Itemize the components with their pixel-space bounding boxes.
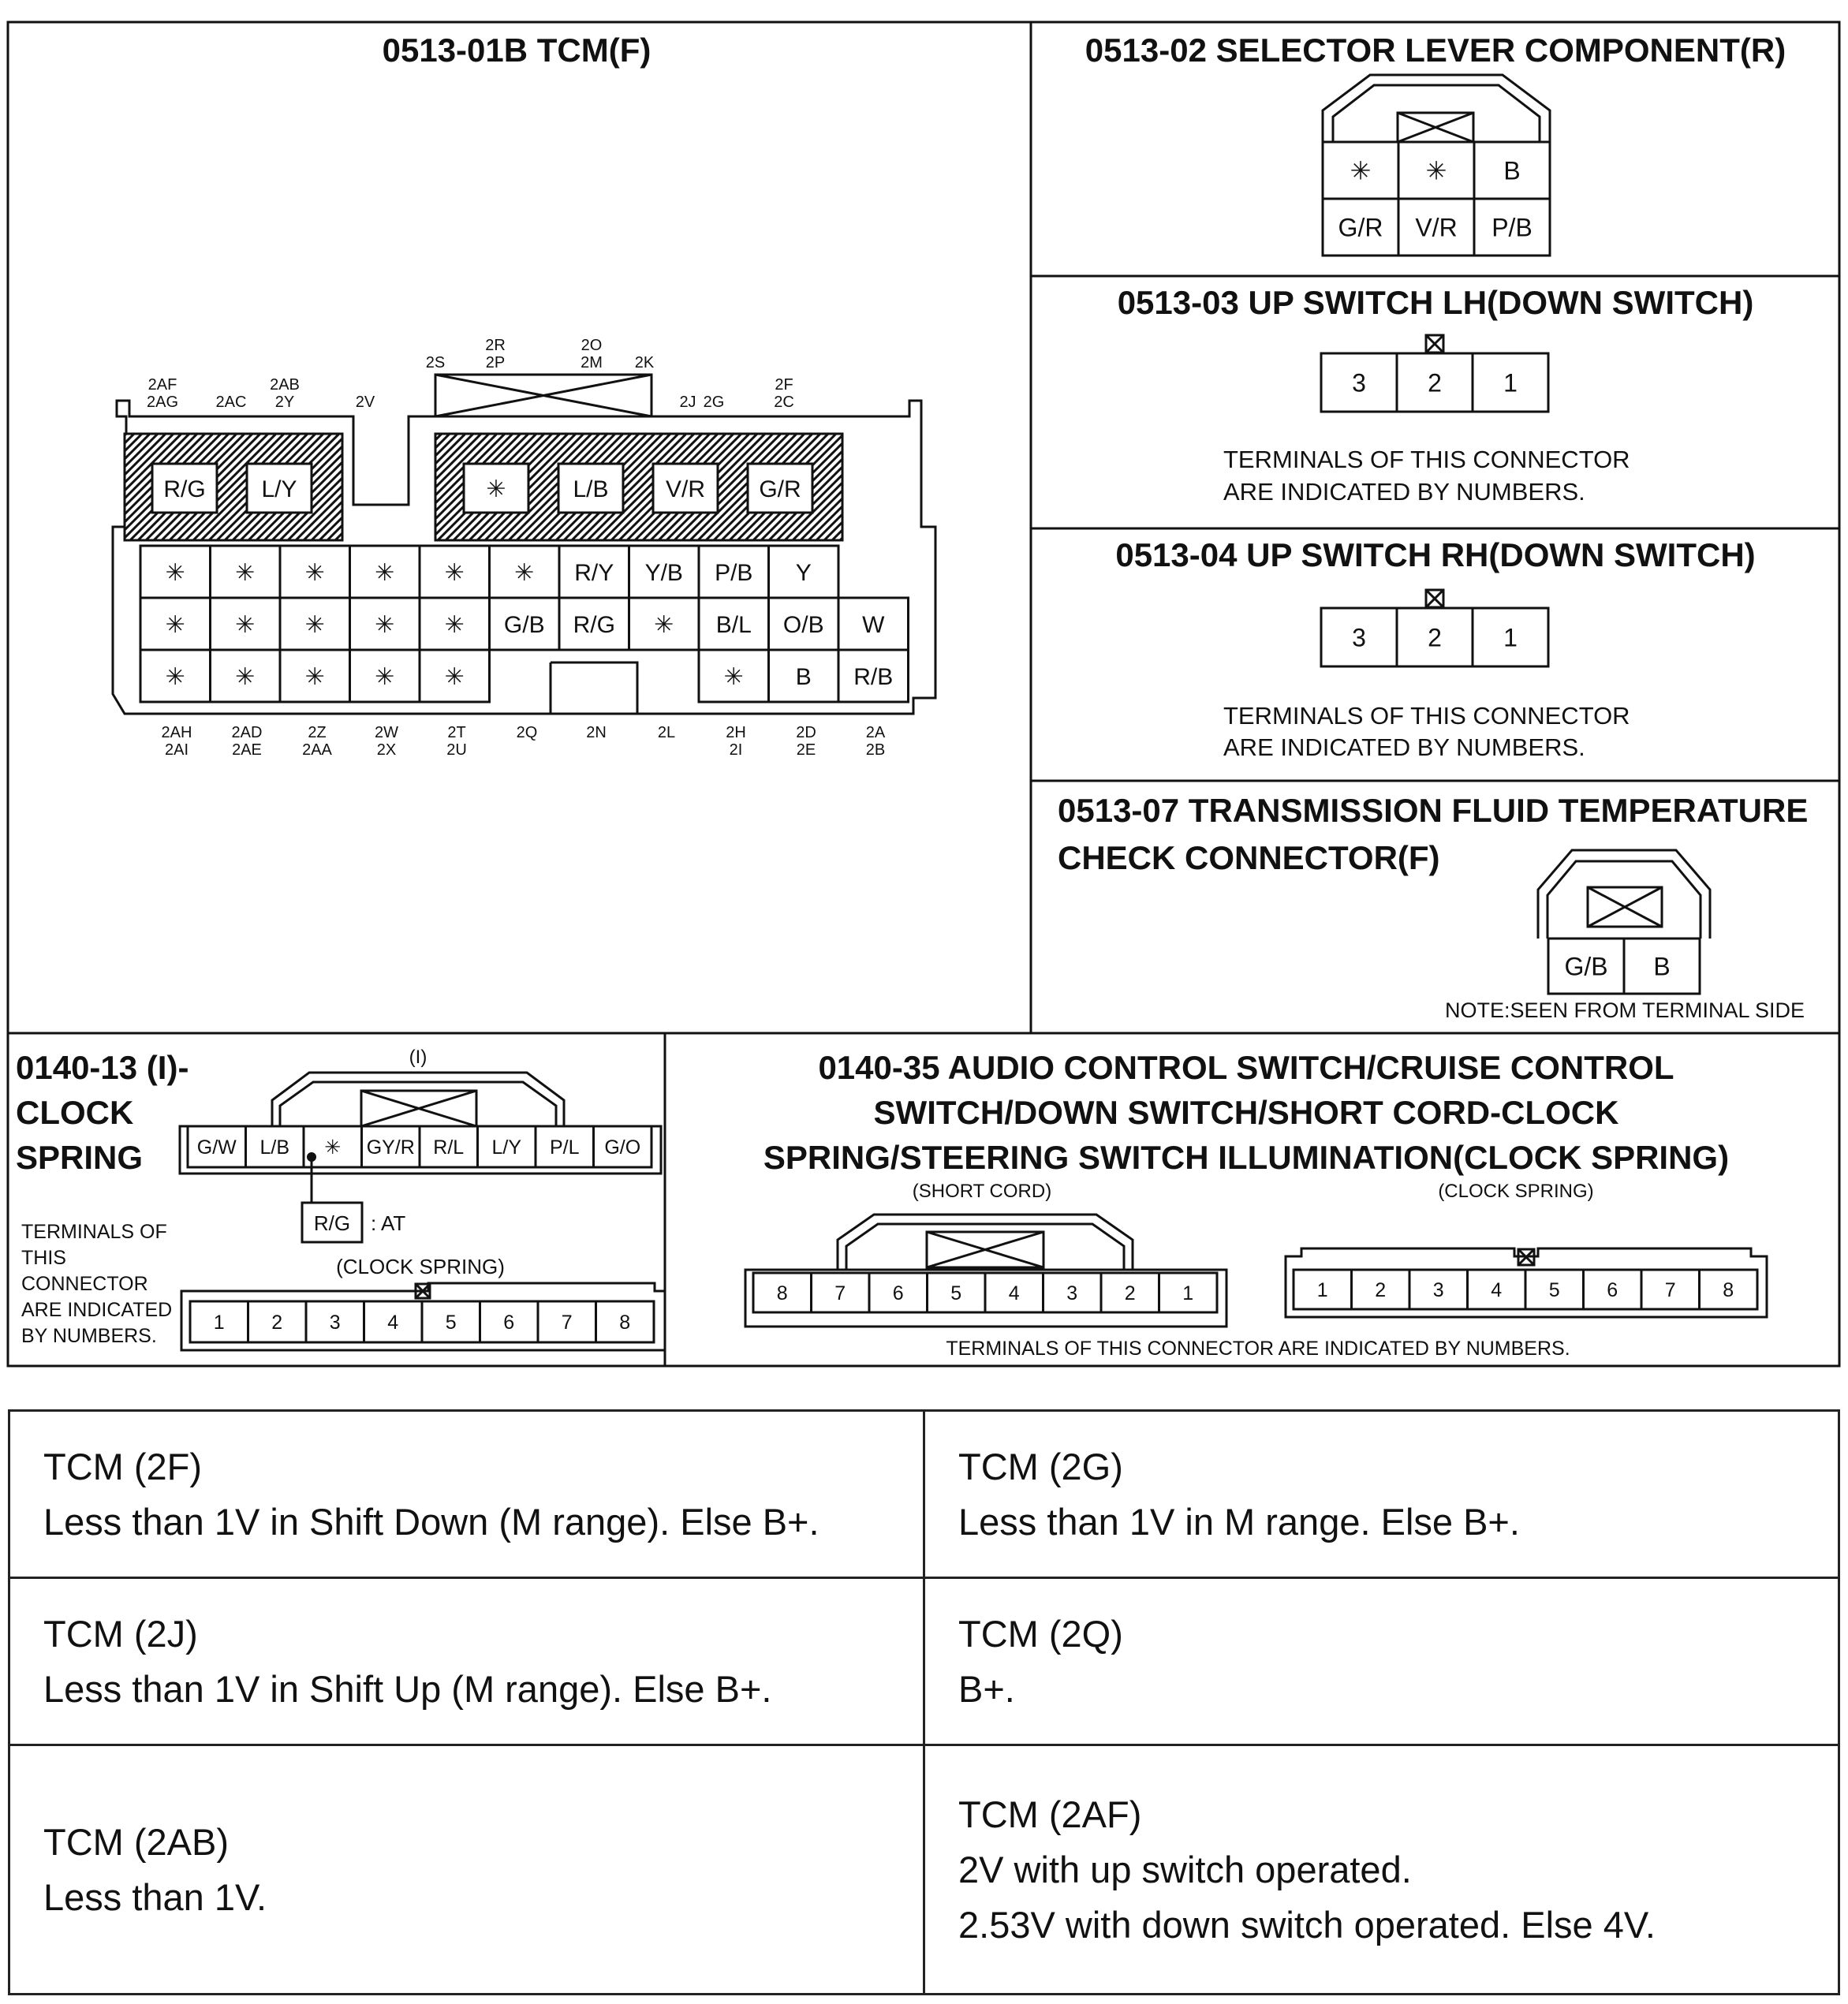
audio-cs-pin: 6 <box>1607 1279 1618 1301</box>
selector-title: 0513-02 SELECTOR LEVER COMPONENT(R) <box>1085 32 1786 69</box>
audio-title-line3: SPRING/STEERING SWITCH ILLUMINATION(CLOCK SPRING) <box>763 1139 1730 1176</box>
up-rh-note2: ARE INDICATED BY NUMBERS. <box>1223 733 1585 761</box>
clock-cs-pin: 7 <box>561 1312 573 1334</box>
tcm-hatched-pins <box>152 464 812 513</box>
tcm-pin: ✳ <box>304 559 325 586</box>
tcm-bottom-label: 2A <box>865 724 886 741</box>
clock-cs-label: (CLOCK SPRING) <box>336 1255 505 1278</box>
tcm-top-label: 2C <box>774 394 794 411</box>
clock-cs-pin: 4 <box>387 1312 399 1334</box>
selector-pin: P/B <box>1491 213 1533 242</box>
tcm-pin: G/B <box>503 611 545 638</box>
note-text: Less than 1V in Shift Down (M range). Else B+. <box>43 1500 819 1543</box>
clock-pin: P/L <box>549 1136 580 1159</box>
tcm-pin: O/B <box>782 611 824 638</box>
up-lh-note1: TERMINALS OF THIS CONNECTOR <box>1223 446 1630 473</box>
audio-short-pin: 2 <box>1124 1282 1136 1304</box>
tcm-top-label: 2G <box>703 394 725 411</box>
clock-pin: ✳ <box>324 1136 342 1159</box>
clock-terminals-note <box>21 1221 172 1347</box>
clock-pin: GY/R <box>366 1136 415 1159</box>
clock-pin: R/L <box>433 1136 465 1159</box>
tcm-pin: ✳ <box>375 559 395 586</box>
tcm-bottom-labels <box>162 724 886 759</box>
up-lh-pins <box>1321 353 1548 412</box>
up-lh-pin: 1 <box>1503 368 1518 397</box>
audio-cs-pin: 1 <box>1316 1279 1328 1301</box>
audio-cs-pin: 2 <box>1375 1279 1387 1301</box>
up-rh-pin: 2 <box>1428 623 1442 652</box>
tcm-bottom-label: 2W <box>375 724 398 741</box>
tcm-connector <box>113 32 935 759</box>
tcm-pin: R/Y <box>574 559 614 586</box>
note-text: B+. <box>958 1667 1015 1710</box>
note-cell <box>924 1578 1839 1745</box>
tcm-pin: ✳ <box>444 559 465 586</box>
tcm-hatched-pin: R/G <box>163 476 206 502</box>
tcm-bottom-label: 2I <box>729 741 743 759</box>
tcm-bottom-label: 2T <box>447 724 466 741</box>
clock-branch-note: : AT <box>371 1211 406 1235</box>
clock-cs-pin: 1 <box>213 1312 225 1334</box>
tcm-pin: ✳ <box>723 663 744 690</box>
audio-title-line2: SWITCH/DOWN SWITCH/SHORT CORD-CLOCK <box>873 1094 1619 1131</box>
fluid-temp-connector <box>1058 792 1808 1022</box>
up-rh-pin: 3 <box>1352 623 1366 652</box>
tcm-pin: P/B <box>715 559 753 586</box>
tcm-pin: ✳ <box>444 663 465 690</box>
up-rh-pin: 1 <box>1503 623 1518 652</box>
tcm-top-label: 2R <box>485 337 506 354</box>
tcm-bottom-label: 2AA <box>302 741 332 759</box>
tcm-pin: ✳ <box>165 611 185 638</box>
clock-title-line1: 0140-13 (I)- <box>16 1049 189 1086</box>
tcm-bottom-label: 2U <box>446 741 467 759</box>
tcm-hatched-pin: L/Y <box>261 476 297 502</box>
tcm-bottom-label: 2Q <box>516 724 538 741</box>
notes-row <box>9 1578 1839 1745</box>
tcm-pin: ✳ <box>165 559 185 586</box>
tcm-bottom-label: 2D <box>796 724 816 741</box>
fluid-pin: B <box>1653 952 1671 981</box>
selector-pin-grid <box>1323 142 1550 256</box>
tcm-hatched-pin: L/B <box>573 476 609 502</box>
clock-terminals-note-line: ARE INDICATED <box>21 1299 173 1321</box>
audio-cs-pin: 7 <box>1664 1279 1676 1301</box>
audio-cs-pin: 3 <box>1432 1279 1444 1301</box>
note-label: TCM (2J) <box>43 1612 198 1655</box>
note-text: 2.53V with down switch operated. Else 4V. <box>958 1903 1656 1946</box>
tcm-pin: ✳ <box>235 663 256 690</box>
audio-short-pin: 5 <box>950 1282 962 1304</box>
note-cell <box>9 1411 924 1578</box>
tcm-top-label: 2J <box>679 394 696 411</box>
measurement-notes-table <box>8 1409 1840 1995</box>
tcm-top-label: 2K <box>634 354 655 371</box>
tcm-hatched-pin: ✳ <box>486 476 506 502</box>
clock-cs-pin: 8 <box>619 1312 631 1334</box>
note-label: TCM (2F) <box>43 1445 203 1487</box>
tcm-pin: ✳ <box>654 611 674 638</box>
clock-spring-connector <box>16 1047 665 1350</box>
tcm-bottom-label: 2AD <box>231 724 263 741</box>
tcm-top-label: 2O <box>581 337 603 354</box>
tcm-pin: ✳ <box>375 611 395 638</box>
fluid-title-line1: 0513-07 TRANSMISSION FLUID TEMPERATURE <box>1058 792 1809 829</box>
selector-connector <box>1085 32 1786 256</box>
tcm-pin: B <box>795 663 812 690</box>
audio-short-pin: 8 <box>776 1282 788 1304</box>
note-text: Less than 1V in M range. Else B+. <box>958 1500 1520 1543</box>
audio-short-pin: 1 <box>1182 1282 1194 1304</box>
clock-i-label: (I) <box>409 1047 427 1068</box>
note-label: TCM (2AB) <box>43 1820 229 1863</box>
audio-cs-pin: 8 <box>1723 1279 1734 1301</box>
selector-pin: ✳ <box>1350 156 1372 185</box>
up-lh-title: 0513-03 UP SWITCH LH(DOWN SWITCH) <box>1117 284 1754 321</box>
fluid-pin: G/B <box>1564 952 1608 981</box>
tcm-pin-grid <box>140 546 909 702</box>
clock-title-line2: CLOCK <box>16 1094 134 1131</box>
clock-cs-pin: 5 <box>445 1312 457 1334</box>
tcm-top-label: 2AB <box>270 376 300 394</box>
note-cell <box>9 1745 924 1995</box>
clock-pins <box>188 1126 651 1167</box>
tcm-bottom-label: 2N <box>586 724 607 741</box>
tcm-top-label: 2AF <box>147 376 177 394</box>
clock-terminals-note-line: CONNECTOR <box>21 1273 148 1295</box>
audio-short-pin: 3 <box>1066 1282 1078 1304</box>
tcm-top-label: 2M <box>581 354 603 371</box>
up-lh-pin: 3 <box>1352 368 1366 397</box>
audio-short-label: (SHORT CORD) <box>912 1181 1052 1202</box>
note-cell <box>924 1411 1839 1578</box>
clock-cs-pin: 2 <box>271 1312 283 1334</box>
clock-cs-pins <box>190 1301 654 1342</box>
tcm-pin: ✳ <box>514 559 535 586</box>
note-cell <box>9 1578 924 1745</box>
tcm-top-label: 2P <box>485 354 506 371</box>
audio-short-pins <box>753 1273 1217 1312</box>
audio-terminals-note: TERMINALS OF THIS CONNECTOR ARE INDICATED BY NUMBERS. <box>946 1338 1570 1360</box>
up-rh-title: 0513-04 UP SWITCH RH(DOWN SWITCH) <box>1115 536 1756 573</box>
tcm-bottom-label: 2E <box>796 741 816 759</box>
clock-pin: G/W <box>196 1136 237 1159</box>
tcm-pin: ✳ <box>235 611 256 638</box>
tcm-pin: ✳ <box>235 559 256 586</box>
tcm-bottom-label: 2Z <box>308 724 327 741</box>
audio-short-pin: 7 <box>834 1282 846 1304</box>
clock-terminals-note-line: BY NUMBERS. <box>21 1325 157 1347</box>
clock-pin: L/Y <box>491 1136 522 1159</box>
tcm-top-label: 2Y <box>274 394 295 411</box>
tcm-pin: Y/B <box>644 559 683 586</box>
tcm-top-label: 2AG <box>146 394 179 411</box>
audio-title-line1: 0140-35 AUDIO CONTROL SWITCH/CRUISE CONTROL <box>818 1049 1674 1086</box>
note-text: Less than 1V. <box>43 1875 267 1918</box>
tcm-top-label: 2S <box>425 354 446 371</box>
up-rh-pins <box>1321 608 1548 666</box>
tcm-bottom-label: 2AI <box>164 741 189 759</box>
tcm-pin: R/G <box>573 611 615 638</box>
audio-cs-pins <box>1294 1270 1757 1309</box>
audio-cs-pin: 4 <box>1491 1279 1503 1301</box>
tcm-bottom-label: 2X <box>376 741 397 759</box>
up-switch-lh-connector <box>1118 284 1754 506</box>
selector-pin: V/R <box>1415 213 1458 242</box>
notes-row <box>9 1745 1839 1995</box>
up-switch-rh-connector <box>1115 536 1755 761</box>
tcm-bottom-label: 2H <box>726 724 746 741</box>
clock-terminals-note-line: TERMINALS OF <box>21 1221 167 1243</box>
tcm-top-label: 2F <box>775 376 793 394</box>
audio-short-pin: 4 <box>1008 1282 1020 1304</box>
tcm-bottom-label: 2L <box>657 724 676 741</box>
clock-cs-pin: 6 <box>503 1312 515 1334</box>
clock-branch-pin: R/G <box>313 1211 351 1235</box>
fluid-title-line2: CHECK CONNECTOR(F) <box>1058 839 1440 876</box>
tcm-bottom-label: 2B <box>865 741 886 759</box>
tcm-pin: ✳ <box>304 611 325 638</box>
note-label: TCM (2AF) <box>958 1793 1142 1835</box>
note-label: TCM (2Q) <box>958 1612 1123 1655</box>
tcm-pin: ✳ <box>304 663 325 690</box>
tcm-bottom-label: 2AH <box>161 724 192 741</box>
notes-row <box>9 1411 1839 1578</box>
note-text: Less than 1V in Shift Up (M range). Else B+. <box>43 1667 772 1710</box>
clock-terminals-note-line: THIS <box>21 1247 66 1269</box>
audio-cs-pin: 5 <box>1548 1279 1560 1301</box>
fluid-pins <box>1548 939 1700 994</box>
tcm-pin: B/L <box>715 611 752 638</box>
tcm-top-label: 2AC <box>215 394 247 411</box>
clock-pin: L/B <box>259 1136 290 1159</box>
tcm-top-label: 2V <box>355 394 375 411</box>
tcm-bottom-label: 2AE <box>232 741 262 759</box>
tcm-pin: ✳ <box>165 663 185 690</box>
tcm-pin: W <box>862 611 885 638</box>
audio-cs-label: (CLOCK SPRING) <box>1438 1181 1594 1202</box>
clock-pin: G/O <box>604 1136 641 1159</box>
audio-short-pin: 6 <box>892 1282 904 1304</box>
tcm-hatched-pin: V/R <box>665 476 706 502</box>
audio-control-connector <box>745 1049 1767 1360</box>
up-lh-note2: ARE INDICATED BY NUMBERS. <box>1223 478 1585 506</box>
selector-pin: ✳ <box>1425 156 1447 185</box>
up-rh-note1: TERMINALS OF THIS CONNECTOR <box>1223 702 1630 730</box>
tcm-hatched-pin: G/R <box>759 476 801 502</box>
clock-title-line3: SPRING <box>16 1139 144 1176</box>
note-cell <box>924 1745 1839 1995</box>
fluid-note: NOTE:SEEN FROM TERMINAL SIDE <box>1444 998 1805 1022</box>
tcm-title: 0513-01B TCM(F) <box>382 32 651 69</box>
tcm-pin: ✳ <box>444 611 465 638</box>
selector-pin: B <box>1503 156 1521 185</box>
up-lh-pin: 2 <box>1428 368 1442 397</box>
selector-pin: G/R <box>1338 213 1383 242</box>
note-text: 2V with up switch operated. <box>958 1848 1412 1890</box>
clock-cs-pin: 3 <box>329 1312 341 1334</box>
tcm-pin: Y <box>795 559 812 586</box>
tcm-pin: R/B <box>853 663 894 690</box>
note-label: TCM (2G) <box>958 1445 1123 1487</box>
tcm-pin: ✳ <box>375 663 395 690</box>
